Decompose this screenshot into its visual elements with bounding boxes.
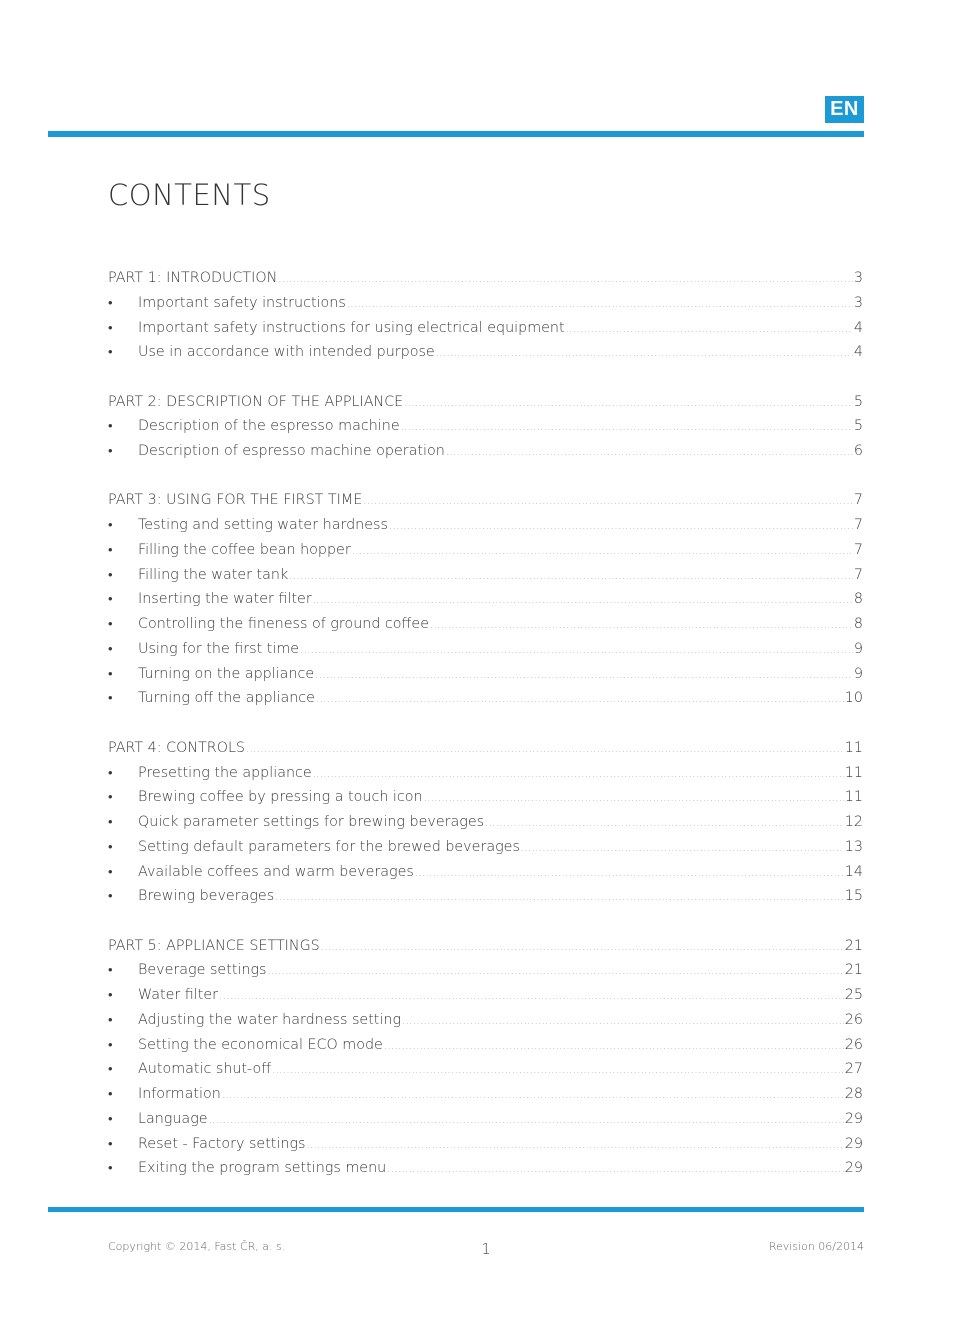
toc-section xyxy=(108,390,863,464)
toc-page-number: 4 xyxy=(853,344,863,361)
toc-page-number: 13 xyxy=(844,838,863,855)
toc-item-label: Presetting the appliance xyxy=(138,764,312,781)
footer-copyright: Copyright © 2014, Fast ČR, a. s. xyxy=(108,1240,286,1253)
toc-page-number: 3 xyxy=(853,294,863,311)
toc-item[interactable] xyxy=(108,860,863,885)
toc-item[interactable] xyxy=(108,538,863,563)
toc-page-number: 8 xyxy=(853,591,863,608)
toc-item[interactable] xyxy=(108,1132,863,1157)
toc-item[interactable] xyxy=(108,563,863,588)
bullet-icon: • xyxy=(108,1161,113,1177)
footer-page-number: 1 xyxy=(481,1240,491,1258)
bullet-icon: • xyxy=(108,815,113,831)
toc-page-number: 7 xyxy=(853,566,863,583)
dot-leader xyxy=(436,342,853,367)
toc-page-number: 29 xyxy=(844,1135,863,1152)
toc-section-label: PART 4: CONTROLS xyxy=(108,739,246,756)
dot-leader xyxy=(222,1084,844,1109)
toc-section-label: PART 5: APPLIANCE SETTINGS xyxy=(108,937,320,954)
toc-item-label: Controlling the fineness of ground coffee xyxy=(138,616,429,633)
toc-item[interactable] xyxy=(108,340,863,365)
toc-item[interactable] xyxy=(108,761,863,786)
toc-section-heading[interactable] xyxy=(108,390,863,415)
toc-item-label: Quick parameter settings for brewing beverages xyxy=(138,814,485,831)
bullet-icon: • xyxy=(108,345,113,361)
dot-leader xyxy=(384,1035,844,1060)
toc-item[interactable] xyxy=(108,785,863,810)
toc-page-number: 12 xyxy=(844,814,863,831)
toc-item-label: Description of espresso machine operation xyxy=(138,443,445,460)
bullet-icon: • xyxy=(108,889,113,905)
bullet-icon: • xyxy=(108,320,113,336)
dot-leader xyxy=(424,787,844,812)
dot-leader xyxy=(347,293,853,318)
dot-leader xyxy=(219,985,844,1010)
dot-leader xyxy=(278,268,853,293)
toc-item[interactable] xyxy=(108,637,863,662)
bullet-icon: • xyxy=(108,444,113,460)
bullet-icon: • xyxy=(108,592,113,608)
bullet-icon: • xyxy=(108,839,113,855)
toc-page-number: 5 xyxy=(853,418,863,435)
toc-item-label: Water filter xyxy=(138,987,219,1004)
bullet-icon: • xyxy=(108,790,113,806)
toc-item[interactable] xyxy=(108,439,863,464)
toc-item[interactable] xyxy=(108,835,863,860)
toc-item-label: Inserting the water filter xyxy=(138,591,312,608)
bullet-icon: • xyxy=(108,1111,113,1127)
toc-section-heading[interactable] xyxy=(108,736,863,761)
toc-item-label: Important safety instructions xyxy=(138,294,346,311)
toc-page-number: 26 xyxy=(844,1011,863,1028)
toc-page-number: 26 xyxy=(844,1036,863,1053)
dot-leader xyxy=(352,540,853,565)
toc-page-number: 21 xyxy=(844,937,863,954)
bullet-icon: • xyxy=(108,567,113,583)
toc-item[interactable] xyxy=(108,662,863,687)
dot-leader xyxy=(315,664,853,689)
toc-item[interactable] xyxy=(108,1107,863,1132)
dot-leader xyxy=(275,886,844,911)
toc-item-label: Description of the espresso machine xyxy=(138,418,400,435)
bullet-icon: • xyxy=(108,1062,113,1078)
toc-page-number: 8 xyxy=(853,616,863,633)
dot-leader xyxy=(401,416,853,441)
toc-item[interactable] xyxy=(108,316,863,341)
toc-item-label: Setting the economical ECO mode xyxy=(138,1036,383,1053)
toc-item-label: Brewing beverages xyxy=(138,888,275,905)
dot-leader xyxy=(404,392,853,417)
dot-leader xyxy=(566,318,853,343)
toc-item[interactable] xyxy=(108,1057,863,1082)
toc-item[interactable] xyxy=(108,291,863,316)
page-title: CONTENTS xyxy=(108,178,271,212)
dot-leader xyxy=(363,490,853,515)
bullet-icon: • xyxy=(108,1012,113,1028)
toc-page-number: 11 xyxy=(844,789,863,806)
toc-item[interactable] xyxy=(108,612,863,637)
toc-item-label: Turning off the appliance xyxy=(138,690,315,707)
bullet-icon: • xyxy=(108,988,113,1004)
bullet-icon: • xyxy=(108,518,113,534)
dot-leader xyxy=(387,1158,844,1183)
dot-leader xyxy=(402,1010,844,1035)
dot-leader xyxy=(415,862,844,887)
dot-leader xyxy=(389,515,853,540)
bullet-icon: • xyxy=(108,691,113,707)
dot-leader xyxy=(321,936,844,961)
toc-page-number: 15 xyxy=(844,888,863,905)
bullet-icon: • xyxy=(108,666,113,682)
toc-page-number: 11 xyxy=(844,739,863,756)
bullet-icon: • xyxy=(108,864,113,880)
toc-item[interactable] xyxy=(108,1033,863,1058)
toc-page-number: 14 xyxy=(844,863,863,880)
toc-section-heading[interactable] xyxy=(108,488,863,513)
toc-page-number: 9 xyxy=(853,640,863,657)
bullet-icon: • xyxy=(108,419,113,435)
toc-page-number: 3 xyxy=(853,270,863,286)
language-badge: EN xyxy=(825,96,864,123)
toc-section-label: PART 3: USING FOR THE FIRST TIME xyxy=(108,492,363,509)
bullet-icon: • xyxy=(108,295,113,311)
toc-page-number: 4 xyxy=(853,319,863,336)
toc-page-number: 7 xyxy=(853,541,863,558)
toc-section xyxy=(108,934,863,1182)
bullet-icon: • xyxy=(108,1136,113,1152)
dot-leader xyxy=(430,614,853,639)
toc-section xyxy=(108,266,863,365)
bullet-icon: • xyxy=(108,617,113,633)
toc-page-number: 27 xyxy=(844,1061,863,1078)
toc-item[interactable] xyxy=(108,1156,863,1181)
toc-item[interactable] xyxy=(108,513,863,538)
toc-item-label: Testing and setting water hardness xyxy=(138,517,388,534)
toc-item[interactable] xyxy=(108,983,863,1008)
toc-section xyxy=(108,736,863,909)
dot-leader xyxy=(306,1134,843,1159)
toc-page-number: 25 xyxy=(844,987,863,1004)
toc-item-label: Use in accordance with intended purpose xyxy=(138,344,435,361)
toc-page-number: 29 xyxy=(844,1110,863,1127)
toc-page-number: 7 xyxy=(853,492,863,509)
dot-leader xyxy=(246,738,844,763)
toc-page-number: 21 xyxy=(844,962,863,979)
toc-page-number: 10 xyxy=(844,690,863,707)
dot-leader xyxy=(521,837,844,862)
toc-item-label: Language xyxy=(138,1110,208,1127)
bullet-icon: • xyxy=(108,1037,113,1053)
table-of-contents xyxy=(108,266,863,1181)
toc-item-label: Brewing coffee by pressing a touch icon xyxy=(138,789,423,806)
footer-rule xyxy=(48,1207,864,1212)
toc-page-number: 7 xyxy=(853,517,863,534)
toc-section-heading[interactable] xyxy=(108,934,863,959)
toc-page-number: 29 xyxy=(844,1160,863,1177)
toc-item-label: Automatic shut-off xyxy=(138,1061,272,1078)
dot-leader xyxy=(485,812,844,837)
toc-item[interactable] xyxy=(108,810,863,835)
toc-page-number: 11 xyxy=(844,764,863,781)
toc-item[interactable] xyxy=(108,686,863,711)
toc-item-label: Using for the first time xyxy=(138,640,300,657)
toc-item[interactable] xyxy=(108,587,863,612)
toc-item-label: Available coffees and warm beverages xyxy=(138,863,414,880)
dot-leader xyxy=(209,1109,844,1134)
dot-leader xyxy=(289,565,853,590)
footer-revision: Revision 06/2014 xyxy=(768,1240,864,1253)
dot-leader xyxy=(446,441,853,466)
toc-item-label: Exiting the program settings menu xyxy=(138,1160,387,1177)
dot-leader xyxy=(300,639,853,664)
toc-item-label: Reset - Factory settings xyxy=(138,1135,306,1152)
toc-item[interactable] xyxy=(108,414,863,439)
header-rule xyxy=(48,131,864,137)
toc-section-label: PART 1: INTRODUCTION xyxy=(108,270,278,286)
bullet-icon: • xyxy=(108,542,113,558)
toc-item-label: Filling the water tank xyxy=(138,566,289,583)
bullet-icon: • xyxy=(108,963,113,979)
toc-section-heading[interactable] xyxy=(108,266,863,291)
dot-leader xyxy=(272,1059,844,1084)
toc-item-label: Adjusting the water hardness setting xyxy=(138,1011,402,1028)
dot-leader xyxy=(316,688,844,713)
toc-section-label: PART 2: DESCRIPTION OF THE APPLIANCE xyxy=(108,393,404,410)
toc-item[interactable] xyxy=(108,1082,863,1107)
dot-leader xyxy=(313,763,844,788)
toc-page-number: 9 xyxy=(853,665,863,682)
toc-item-label: Setting default parameters for the brewed beverages xyxy=(138,838,520,855)
toc-item[interactable] xyxy=(108,884,863,909)
bullet-icon: • xyxy=(108,765,113,781)
toc-item-label: Information xyxy=(138,1086,221,1103)
toc-page-number: 6 xyxy=(853,443,863,460)
toc-item[interactable] xyxy=(108,958,863,983)
toc-item[interactable] xyxy=(108,1008,863,1033)
toc-item-label: Filling the coffee bean hopper xyxy=(138,541,351,558)
dot-leader xyxy=(313,589,853,614)
toc-item-label: Important safety instructions for using electrical equipment xyxy=(138,319,565,336)
toc-item-label: Turning on the appliance xyxy=(138,665,315,682)
toc-page-number: 5 xyxy=(853,393,863,410)
toc-section xyxy=(108,488,863,711)
toc-item-label: Beverage settings xyxy=(138,962,267,979)
bullet-icon: • xyxy=(108,641,113,657)
toc-page-number: 28 xyxy=(844,1086,863,1103)
dot-leader xyxy=(268,960,844,985)
bullet-icon: • xyxy=(108,1087,113,1103)
